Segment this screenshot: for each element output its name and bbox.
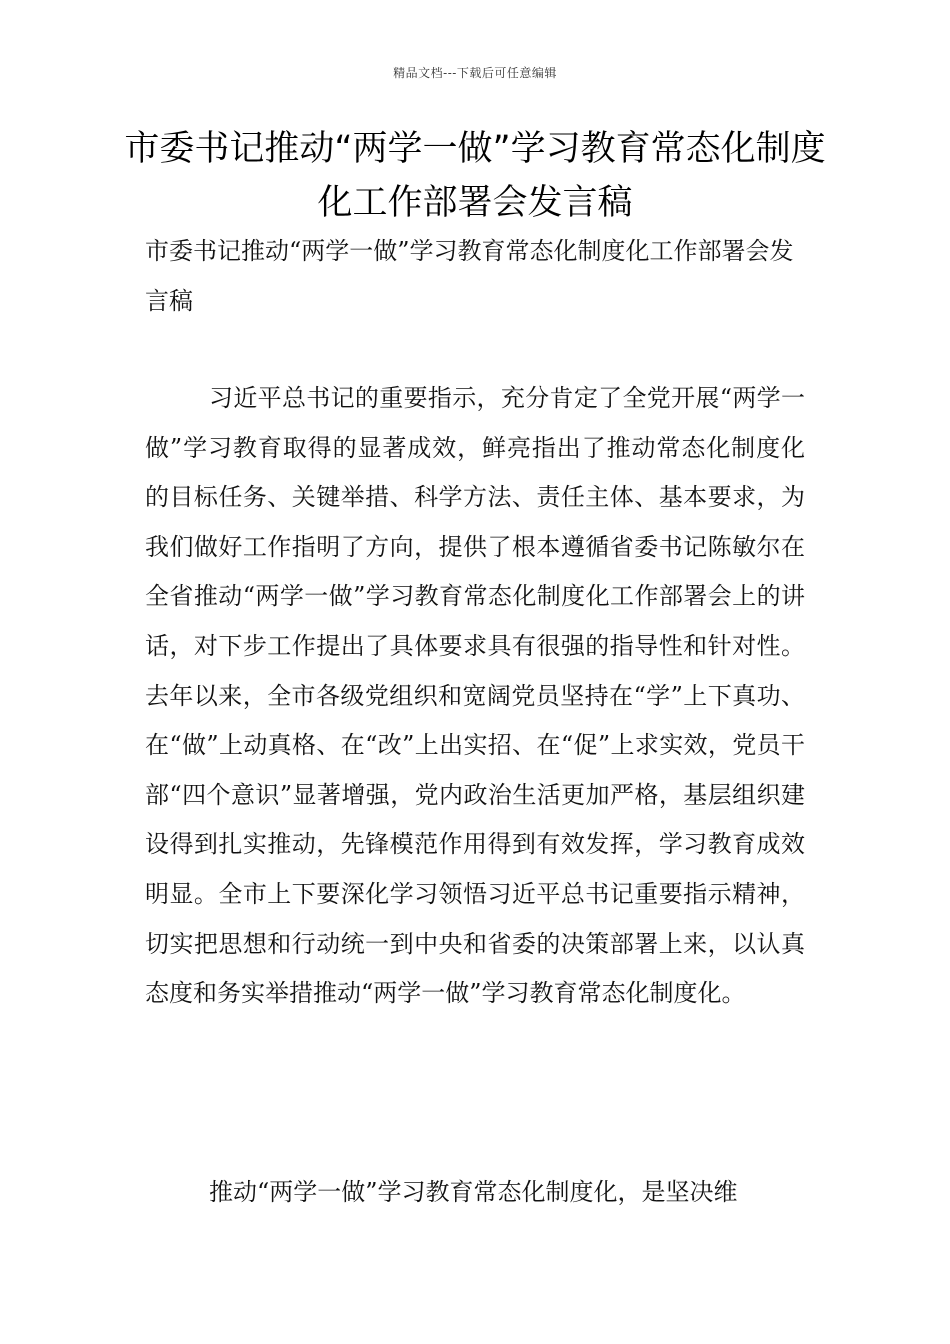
document-title: 市委书记推动“两学一做”学习教育常态化制度化工作部署会发言稿 (124, 129, 826, 223)
document-subtitle: 市委书记推动“两学一做”学习教育常态化制度化工作部署会发言稿 (145, 237, 794, 315)
body-paragraph: 习近平总书记的重要指示，充分肯定了全党开展“两学一做”学习教育取得的显著成效，鲜亮指出了推动常态化制度化的目标任务、关键举措、科学方法、责任主体、基本要求，为我们做好工作指明了方向，提供了根本遵循省委书记陈敏尔在全省推动“两学一做”学习教育常态化制度化工作部署会上的讲话，对下步工作提出了具体要求具有很强的指导性和针对性。去年以来，全市各级党组织和宽阔党员坚持在“学”上下真功、在“做”上动真格、在“改”上出实招、在“促”上求实效，党员干部“四个意识”显著增强，党内政治生活更加严格，基层组织建设得到扎实推动，先锋模范作用得到有效发挥，学习教育成效明显。全市上下要深化学习领悟习近平总书记重要指示精神，切实把思想和行动统一到中央和省委的决策部署上来，以认真态度和务实举措推动“两学一做”学习教育常态化制度化。 (145, 384, 805, 1008)
header-note: 精品文档---下载后可任意编辑 (393, 66, 557, 80)
body-paragraph: 推动“两学一做”学习教育常态化制度化，是坚决维 (209, 1178, 738, 1206)
